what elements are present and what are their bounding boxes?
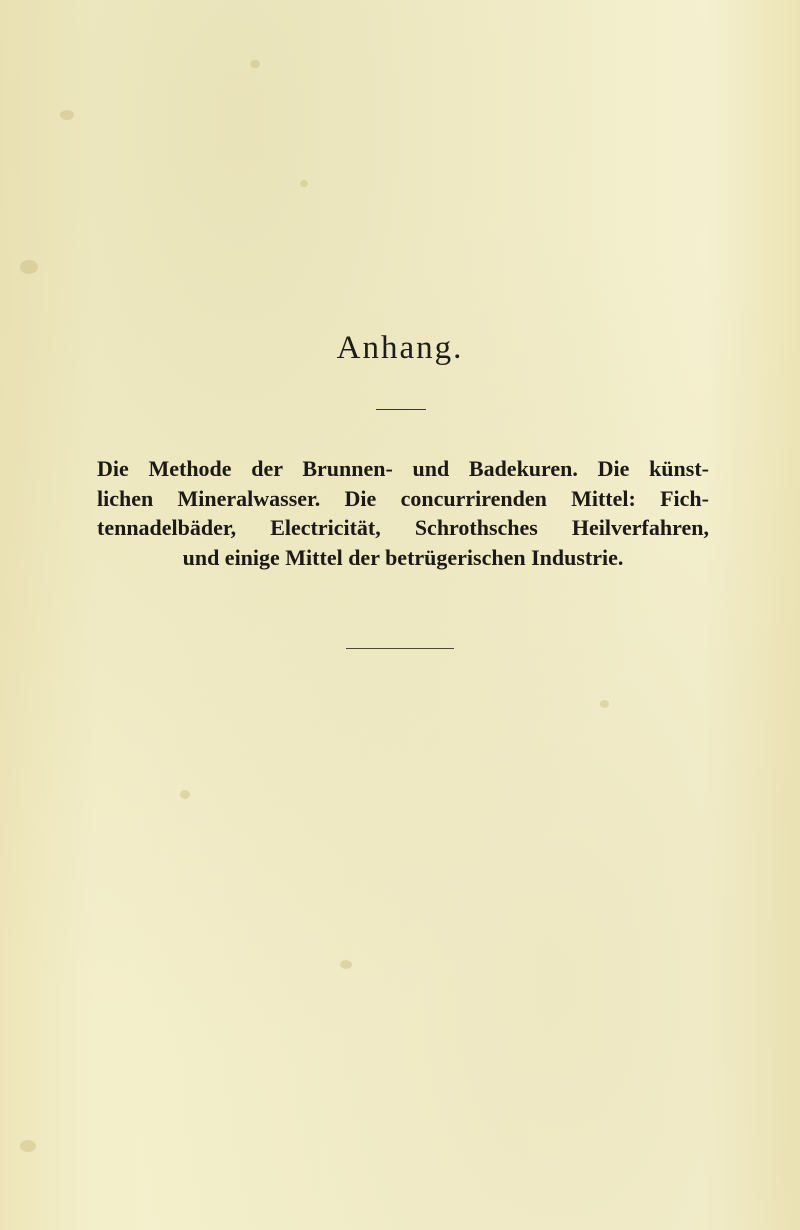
paper-stain xyxy=(600,700,609,708)
paper-stain xyxy=(60,110,74,120)
paper-stain xyxy=(180,790,190,799)
summary-line: lichen Mineralwasser. Die concurrirenden Mittel: Fich- xyxy=(97,485,709,511)
paper-stain xyxy=(20,260,38,274)
chapter-summary xyxy=(97,454,709,572)
title-divider xyxy=(376,409,426,410)
section-divider xyxy=(346,648,454,649)
summary-line: und einige Mittel der betrügerischen Industrie. xyxy=(182,544,624,570)
paper-stain xyxy=(20,1140,36,1152)
paper-stain xyxy=(300,180,308,187)
summary-line: Die Methode der Brunnen- und Badekuren. Die künst- xyxy=(97,456,709,481)
paper-stain xyxy=(250,60,260,68)
paper-stain xyxy=(340,960,352,969)
page-title: Anhang. xyxy=(336,330,464,366)
summary-line: tennadelbäder, Electricität, Schrothsches Heilverfahren, xyxy=(97,515,709,540)
